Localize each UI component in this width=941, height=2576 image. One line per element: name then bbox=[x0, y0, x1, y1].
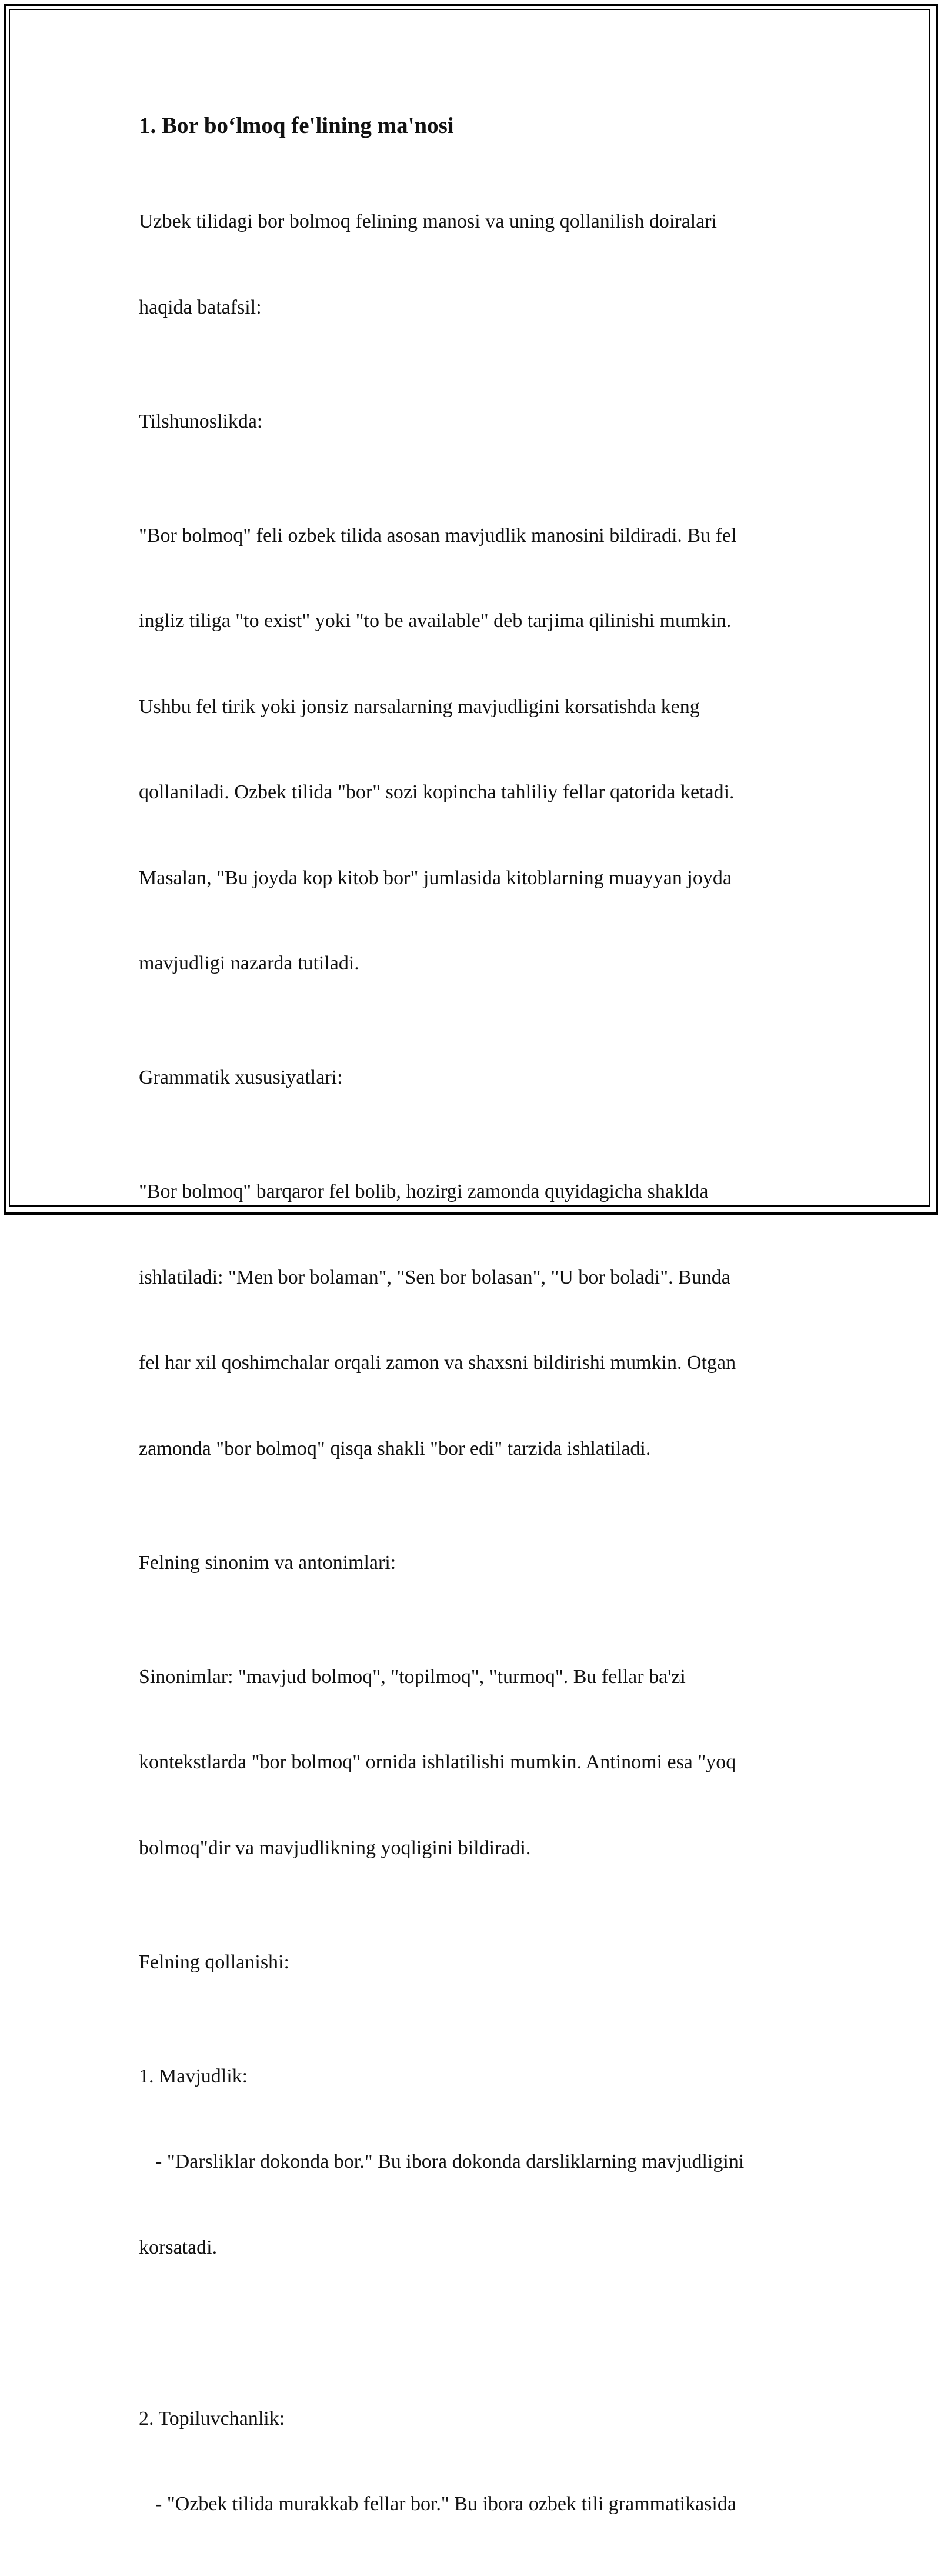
section-heading-tilshunoslik: Tilshunoslikda: bbox=[139, 410, 263, 432]
intro-paragraph bbox=[139, 151, 803, 379]
paragraph-sinonim bbox=[139, 1606, 803, 1920]
intro-line: Uzbek tilidagi bor bolmoq felining manosi va uning qollanilish doiralari bbox=[139, 211, 717, 232]
text-line: "Bor bolmoq" feli ozbek tilida asosan mavjudlik manosini bildiradi. Bu fel bbox=[139, 524, 737, 546]
list-item-title: 1. Mavjudlik: bbox=[139, 2065, 248, 2087]
list-item-text: - "Darsliklar dokonda bor." Bu ibora dokonda darsliklarning mavjudligini bbox=[155, 2151, 745, 2172]
section-heading-sinonim: Felning sinonim va antonimlari: bbox=[139, 1551, 396, 1574]
text-line: bolmoq"dir va mavjudlikning yoqligini bildiradi. bbox=[139, 1837, 531, 1859]
section-heading-qollanishi: Felning qollanishi: bbox=[139, 1951, 289, 1973]
text-line: mavjudligi nazarda tutiladi. bbox=[139, 952, 359, 974]
list-item-mavjudlik bbox=[139, 2005, 803, 2320]
text-line: fel har xil qoshimchalar orqali zamon va shaxsni bildirishi mumkin. Otgan bbox=[139, 1352, 736, 1374]
list-item-title: 2. Topiluvchanlik: bbox=[139, 2407, 285, 2430]
intro-line: haqida batafsil: bbox=[139, 296, 262, 318]
text-line: Masalan, "Bu joyda kop kitob bor" jumlasida kitoblarning muayyan joyda bbox=[139, 867, 732, 889]
list-item-topiluvchanlik bbox=[139, 2348, 803, 2576]
paragraph-tilshunoslik bbox=[139, 465, 803, 1035]
text-line: "Bor bolmoq" barqaror fel bolib, hozirgi zamonda quyidagicha shaklda bbox=[139, 1181, 709, 1202]
text-line: qollaniladi. Ozbek tilida "bor" sozi kopincha tahliliy fellar qatorida ketadi. bbox=[139, 781, 735, 803]
document-heading: 1. Bor bo‘lmoq fe'lining ma'nosi bbox=[139, 113, 454, 138]
text-line: kontekstlarda "bor bolmoq" ornida ishlatilishi mumkin. Antinomi esa "yoq bbox=[139, 1751, 736, 1773]
text-line: ishlatiladi: "Men bor bolaman", "Sen bor bolasan", "U bor boladi". Bunda bbox=[139, 1266, 730, 1288]
text-line: Ushbu fel tirik yoki jonsiz narsalarning mavjudligini korsatishda keng bbox=[139, 695, 700, 718]
text-line: ingliz tiliga "to exist" yoki "to be available" deb tarjima qilinishi mumkin. bbox=[139, 610, 732, 632]
list-item-text: - "Ozbek tilida murakkab fellar bor." Bu ibora ozbek tili grammatikasida bbox=[155, 2493, 736, 2515]
paragraph-grammatik bbox=[139, 1121, 803, 1520]
section-heading-grammatik: Grammatik xususiyatlari: bbox=[139, 1067, 343, 1088]
document-body bbox=[139, 111, 803, 2576]
text-line: zamonda "bor bolmoq" qisqa shakli "bor edi" tarzida ishlatiladi. bbox=[139, 1437, 651, 1459]
text-line: Sinonimlar: "mavjud bolmoq", "topilmoq", "turmoq". Bu fellar ba'zi bbox=[139, 1665, 686, 1688]
list-item-text: korsatadi. bbox=[139, 2236, 218, 2258]
